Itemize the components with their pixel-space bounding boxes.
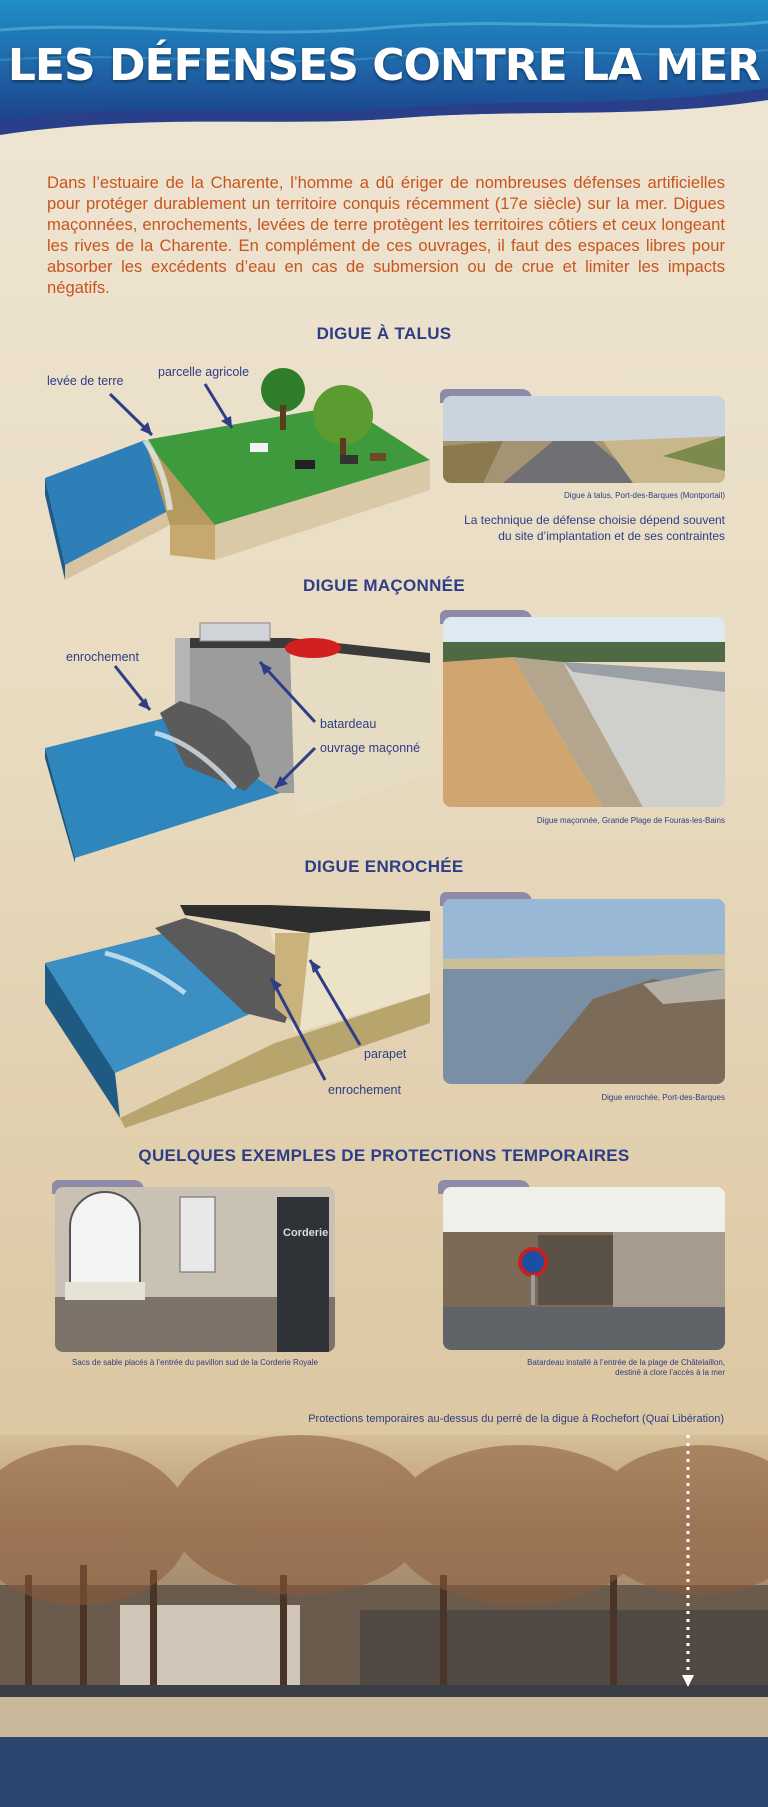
- label-parapet: parapet: [364, 1047, 407, 1061]
- section-title-maconnee: DIGUE MAÇONNÉE: [303, 576, 465, 595]
- section-title-talus: DIGUE À TALUS: [316, 324, 452, 343]
- label-levee-de-terre: levée de terre: [47, 374, 124, 388]
- arrows-enrochee: [265, 940, 375, 1085]
- arrows-talus: [100, 380, 250, 440]
- header-banner: [0, 0, 768, 150]
- caption-batardeau-1: Batardeau installé à l’entrée de la plage de Châtelaillon,: [527, 1358, 725, 1367]
- caption-enrochee: Digue enrochée, Port-des-Barques: [601, 1093, 725, 1102]
- photo-corderie: [55, 1187, 335, 1352]
- intro-paragraph: Dans l’estuaire de la Charente, l’homme a dû ériger de nombreuses défenses artificielles pour protéger durablement un territoire conquis récemment (17e siècle) sur la mer. Digues maçonnées, enrochements, levées de terre protègent les territoires côtiers et ceux longeant les rives de la Charente. En complément de ces ouvrages, il faut des espaces libres pour absorber les excédents d’eau en cas de submersion ou de crue et limiter les impacts négatifs.: [47, 173, 725, 297]
- caption-batardeau-2: destiné à clore l’accès à la mer: [615, 1368, 725, 1377]
- photo-digue-enrochee: [443, 899, 725, 1084]
- section-title-temporaires: QUELQUES EXEMPLES DE PROTECTIONS TEMPORAIRES: [138, 1146, 630, 1165]
- label-ouvrage-maconne: ouvrage maçonné: [320, 741, 421, 755]
- bottom-caption: Protections temporaires au-dessus du perré de la digue à Rochefort (Quai Libération): [308, 1413, 724, 1425]
- note-line2: du site d’implantation et de ses contraintes: [498, 529, 725, 543]
- photo-digue-talus: [443, 396, 725, 483]
- label-enrochement-maconnee: enrochement: [66, 650, 139, 664]
- note-line1: La technique de défense choisie dépend souvent: [464, 513, 725, 527]
- caption-maconnee: Digue maçonnée, Grande Plage de Fouras-les-Bains: [536, 816, 725, 825]
- page-title: LES DÉFENSES CONTRE LA MER: [7, 40, 761, 91]
- label-enrochement-enrochee: enrochement: [328, 1083, 401, 1097]
- label-batardeau: batardeau: [320, 717, 377, 731]
- photo-digue-maconnee: [443, 617, 725, 807]
- caption-talus: Digue à talus, Port-des-Barques (Montportail): [564, 491, 725, 500]
- label-parcelle-agricole: parcelle agricole: [158, 365, 250, 379]
- section-title-enrochee: DIGUE ENROCHÉE: [304, 857, 464, 876]
- caption-corderie: Sacs de sable placés à l’entrée du pavillon sud de la Corderie Royale: [72, 1358, 318, 1367]
- arrows-maconnee: [110, 660, 330, 795]
- photo-batardeau: [443, 1187, 725, 1350]
- photo-quai-liberation: [0, 1435, 768, 1807]
- corderie-sign: Corderie: [283, 1227, 329, 1239]
